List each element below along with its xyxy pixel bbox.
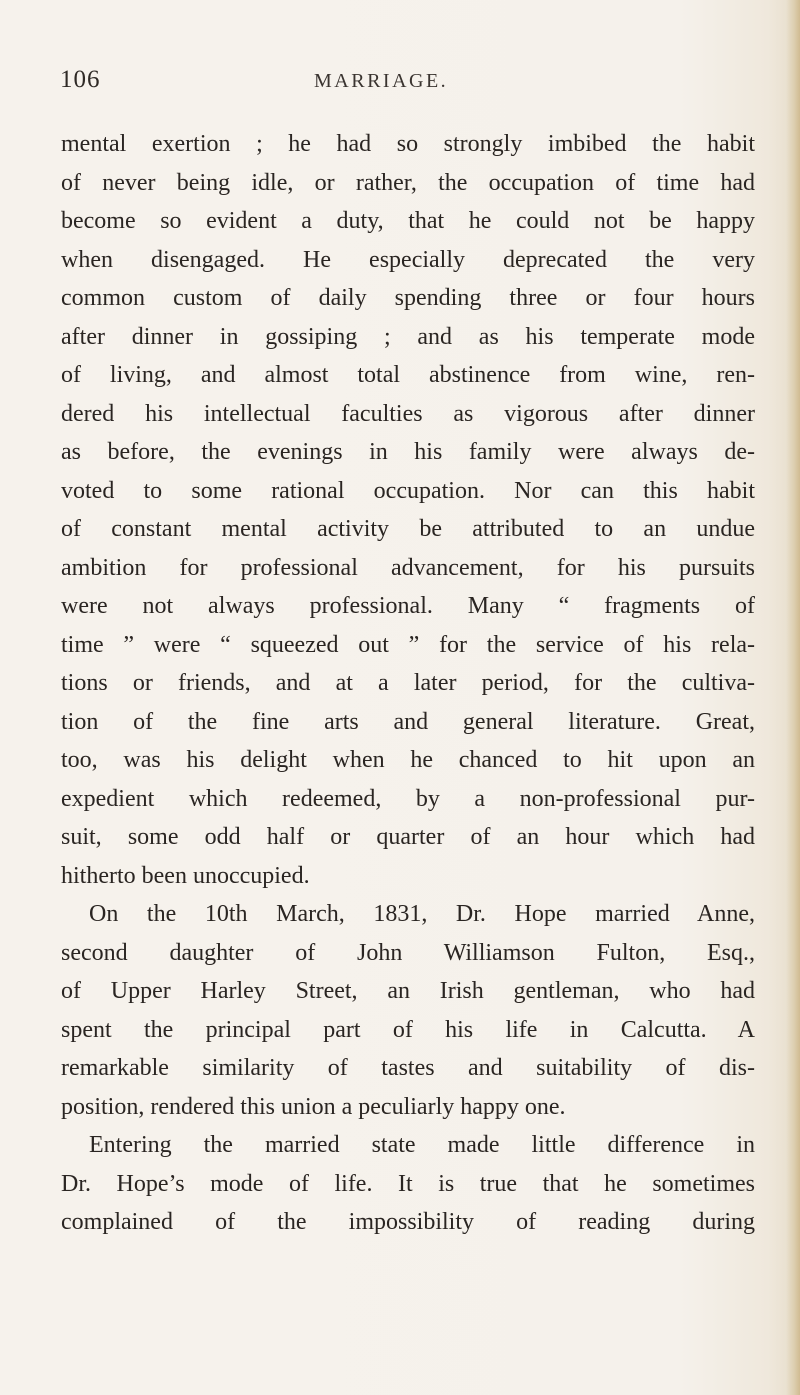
paragraph-end-line: hitherto been unoccupied. — [61, 862, 310, 889]
running-head: MARRIAGE. — [314, 70, 449, 92]
text-line: complained of the impossibility of reading during — [61, 1209, 755, 1235]
body-text — [61, 125, 755, 1242]
text-line: spent the principal part of his life in Calcutta. A — [61, 1016, 755, 1043]
paragraph-start-line: On the 10th March, 1831, Dr. Hope married Anne, — [89, 901, 755, 927]
text-line: tions or friends, and at a later period, for the cultiva- — [61, 670, 755, 696]
text-line: Dr. Hope’s mode of life. It is true that he sometimes — [61, 1170, 755, 1197]
text-line: become so evident a duty, that he could not be happy — [61, 208, 755, 234]
page-edge-shadow — [786, 0, 800, 1395]
text-line: suit, some odd half or quarter of an hour which had — [61, 824, 755, 850]
text-line: mental exertion ; he had so strongly imbibed the habit — [61, 131, 755, 157]
paragraph-start-line: Entering the married state made little difference in — [89, 1132, 755, 1158]
text-line: after dinner in gossiping ; and as his temperate mode — [61, 323, 755, 350]
text-line: ambition for professional advancement, for his pursuits — [61, 554, 755, 581]
text-line: common custom of daily spending three or four hours — [61, 285, 755, 311]
text-line: dered his intellectual faculties as vigorous after dinner — [61, 400, 755, 427]
text-line: time ” were “ squeezed out ” for the service of his rela- — [61, 631, 755, 658]
text-line: of living, and almost total abstinence from wine, ren- — [61, 362, 755, 388]
text-line: of constant mental activity be attributed to an undue — [61, 516, 755, 542]
text-line: when disengaged. He especially deprecated the very — [61, 246, 755, 273]
text-line: tion of the fine arts and general literature. Great, — [61, 708, 755, 735]
paragraph-end-line: position, rendered this union a peculiarly happy one. — [61, 1093, 566, 1120]
page-header — [60, 66, 740, 106]
text-line: of Upper Harley Street, an Irish gentleman, who had — [61, 978, 755, 1004]
text-line: too, was his delight when he chanced to hit upon an — [61, 747, 755, 773]
text-line: remarkable similarity of tastes and suitability of dis- — [61, 1055, 755, 1081]
text-line: second daughter of John Williamson Fulton, Esq., — [61, 939, 755, 966]
text-line: were not always professional. Many “ fragments of — [61, 593, 755, 619]
text-line: as before, the evenings in his family were always de- — [61, 439, 755, 465]
text-line: of never being idle, or rather, the occupation of time had — [61, 169, 755, 196]
text-line: expedient which redeemed, by a non-professional pur- — [61, 785, 755, 812]
text-line: voted to some rational occupation. Nor can this habit — [61, 477, 755, 504]
page-number: 106 — [60, 66, 101, 93]
